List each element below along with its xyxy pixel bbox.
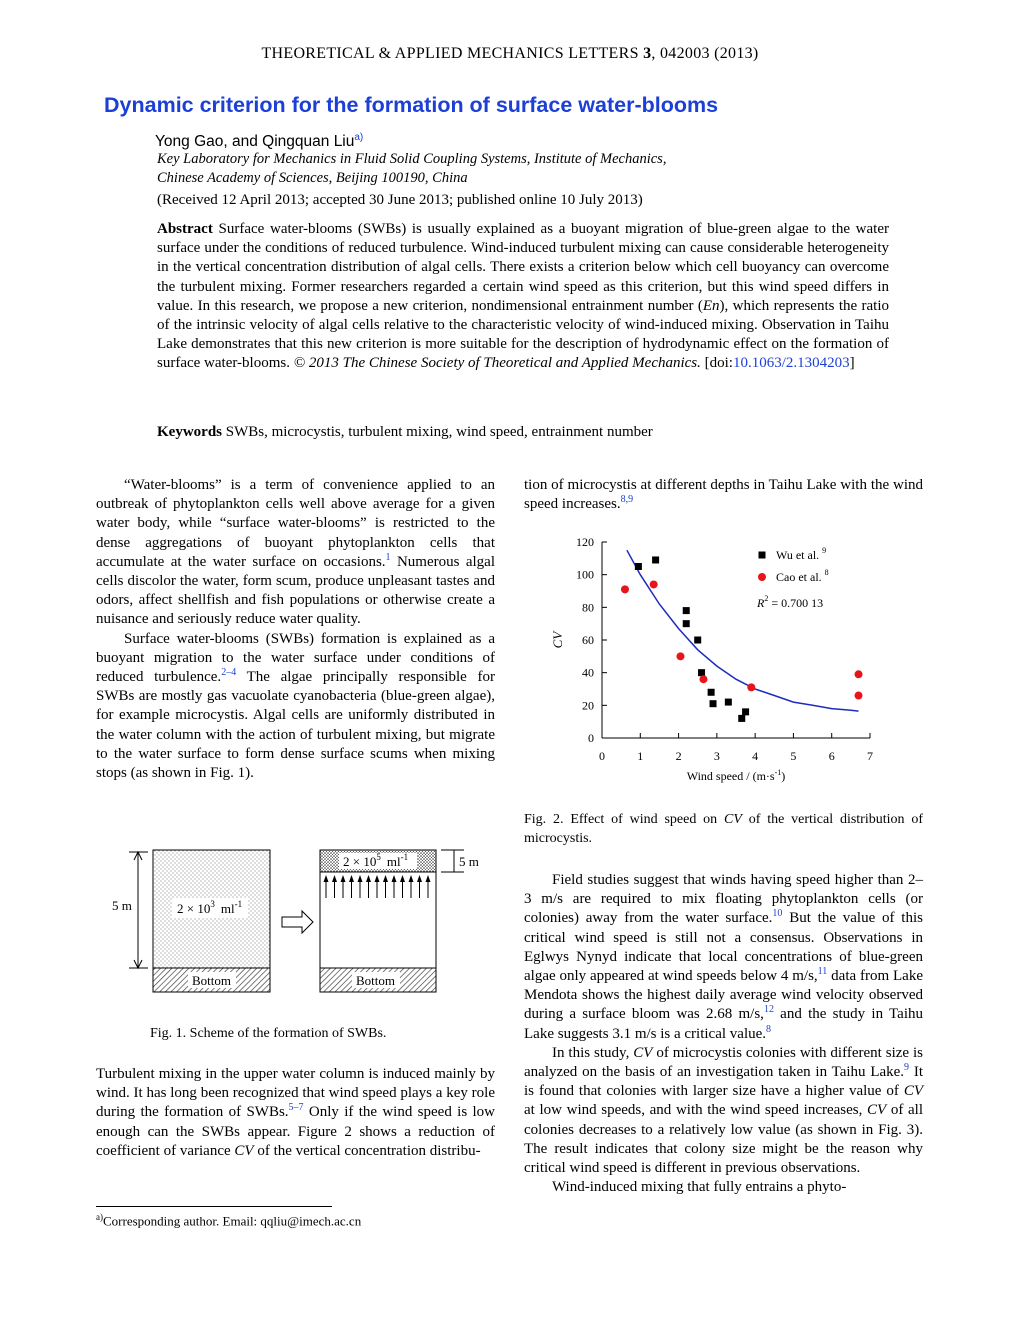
- left-column-continued: [96, 1065, 495, 1161]
- y-tick-label: 20: [582, 698, 594, 713]
- footnote: $^{a)}$Corresponding author. Email: qqliu@imech.ac.cn: [96, 1212, 362, 1229]
- data-point-circle: [747, 683, 755, 691]
- data-point-circle: [676, 652, 684, 660]
- data-point-circle: [855, 670, 863, 678]
- paragraph: “Water-blooms” is a term of convenience applied to an outbreak of phytoplankton cells well above average for a given water body, while “surface water-blooms” is restricted to the dense aggregations of buoyant phytoplankton cells that accumulate at the water surface on occasions.$^1$ Numerous algal cells discolor the water, form scum, produce unpleasant tastes and odors, affect shellfish and fish populations or otherwise create a nuisance and seriously reduce water quality.: [96, 477, 495, 628]
- legend-entry: Cao et al. $^8$: [776, 568, 829, 584]
- figure-1-caption: Fig. 1. Scheme of the formation of SWBs.: [150, 1026, 387, 1041]
- x-tick-label: 0: [599, 749, 605, 763]
- citation-link[interactable]: 11: [817, 966, 828, 978]
- author-list: Yong Gao, and Qingquan Liu$^{a)}$: [155, 132, 364, 151]
- bottom-label-right: Bottom: [356, 973, 396, 988]
- r-squared-label: $R^2 = 0.700$ 13: [757, 594, 824, 610]
- legend-marker-circle: [758, 573, 766, 581]
- citation-link[interactable]: 8: [766, 1023, 772, 1035]
- paragraph: In this study, CV of microcystis colonies with different size is analyzed on the basis of an investigation taken in Taihu Lake.$^9$ It is found that colonies with larger size have a higher value of CV at low wind speeds, and with the wind speed increases, CV of all colonies decreases to a relatively low value (as shown in Fig. 3). The result indicates that colony size might be the reason why critical wind speed is different in previous observations.: [524, 1044, 923, 1177]
- citation-link[interactable]: 9: [904, 1062, 910, 1074]
- x-tick-label: 3: [713, 749, 720, 763]
- data-point-square: [694, 637, 701, 644]
- y-tick-label: 60: [582, 633, 594, 647]
- doi-link[interactable]: 10.1063/2.1304203: [732, 355, 850, 372]
- figure-2-caption: Fig. 2. Effect of wind speed on CV of the vertical distribution of microcystis.: [524, 812, 923, 846]
- citation-link[interactable]: 8,9: [620, 494, 634, 506]
- affiliation-line-2: Chinese Academy of Sciences, Beijing 100190, China: [157, 170, 468, 186]
- citation-link[interactable]: 12: [763, 1004, 774, 1016]
- x-tick-label: 5: [790, 749, 797, 763]
- paragraph: Wind-induced mixing that fully entrains a phyto-: [552, 1179, 847, 1196]
- x-tick-label: 7: [867, 749, 873, 763]
- data-point-circle: [855, 692, 863, 700]
- data-point-square: [698, 669, 705, 676]
- y-tick-label: 100: [576, 567, 594, 582]
- left-depth-label: 5 m: [112, 898, 132, 913]
- citation-link[interactable]: 2–4: [221, 667, 237, 679]
- bottom-label-left: Bottom: [192, 973, 232, 988]
- legend-entry: Wu et al. $^9$: [776, 546, 827, 562]
- x-tick-label: 4: [752, 749, 759, 763]
- y-tick-label: 80: [582, 600, 594, 615]
- left-column-intro: [96, 476, 495, 783]
- paragraph: Turbulent mixing in the upper water column is induced mainly by wind. It has long been recognized that wind speed plays a key role during the formation of SWBs.$^{5-7}$ Only if the wind speed is low enough can the SWBs appear. Figure 2 shows a reduction of coefficient of variance CV of the vertical concentration distribu-: [96, 1066, 495, 1159]
- author-footnote-mark: a): [354, 132, 364, 143]
- journal-article: , 042003 (2013): [651, 45, 759, 62]
- data-point-square: [683, 607, 690, 614]
- data-point-square: [725, 699, 732, 706]
- right-column-intro: [524, 476, 923, 514]
- citation-link[interactable]: 1: [385, 551, 391, 563]
- keywords: Keywords SWBs, microcystis, turbulent mixing, wind speed, entrainment number: [157, 424, 653, 440]
- y-tick-label: 120: [576, 535, 594, 549]
- data-point-square: [635, 563, 642, 570]
- x-tick-label: 6: [828, 749, 835, 763]
- y-axis-label: CV: [550, 631, 565, 649]
- paper-title: Dynamic criterion for the formation of surface water-blooms: [104, 93, 719, 117]
- x-tick-label: 2: [675, 749, 682, 763]
- data-point-square: [710, 700, 717, 707]
- paragraph: tion of microcystis at different depths in Taihu Lake with the wind speed increases.$^{8,9}$: [524, 477, 923, 513]
- right-concentration-label: $2 \times 10^5$ $ml^{-1}$: [343, 852, 409, 869]
- data-point-square: [652, 556, 659, 563]
- journal-volume: 3: [643, 45, 652, 62]
- abstract: Abstract Surface water-blooms (SWBs) is usually explained as a buoyant migration of blue-green algae to the water surface under the conditions of reduced turbulence. Wind-induced turbulent mixing can cause considerable heterogeneity in the vertical concentration distribution of algal cells. There exists a criterion below which cell buoyancy can overcome the turbulent mixing. Former researchers regarded a certain wind speed as this criterion, but this wind speed differs in value. In this research, we propose a new criterion, nondimensional entrainment number (En), which represents the ratio of the intrinsic velocity of algal cells relative to the characteristic velocity of wind-induced mixing. Observation in Taihu Lake demonstrates that this new criterion is more suitable for the description of hydrodynamic effect on the formation of surface water-blooms. © 2013 The Chinese Society of Theoretical and Applied Mechanics. [doi:10.1063/2.1304203]: [157, 221, 889, 372]
- abstract-label: Abstract: [157, 221, 213, 237]
- y-tick-label: 40: [582, 665, 594, 680]
- paragraph: Field studies suggest that winds having speed higher than 2–3 m/s are required to mix floating phytoplankton cells (or colonies) away from the water surface.$^{10}$ But the value of this critical wind speed is still not a consensus. Observations in Eglwys Nynyd indicate that local concentrations of blue-green algae only appeared at wind speeds below 4 m/s,$^{11}$ data from Lake Mendota shows the highest daily average wind velocity observed during a surface bloom was 2.68 m/s,$^{12}$ and the study in Taihu Lake suggests 3.1 m/s is a critical value.$^8$: [524, 872, 923, 1042]
- left-concentration-label: $2 \times 10^3$ $ml^{-1}$: [177, 899, 243, 916]
- figure-2-chart: [540, 528, 900, 788]
- right-depth-label: 5 m: [459, 854, 479, 869]
- legend-marker-square: [759, 552, 766, 559]
- data-point-square: [708, 689, 715, 696]
- affiliation-line-1: Key Laboratory for Mechanics in Fluid Solid Coupling Systems, Institute of Mechanics,: [157, 151, 667, 167]
- data-point-square: [738, 715, 745, 722]
- received-dates: (Received 12 April 2013; accepted 30 June 2013; published online 10 July 2013): [157, 192, 643, 208]
- x-axis-label: Wind speed / $(m\cdot s^{-1})$: [686, 768, 786, 783]
- copyright-notice: © 2013 The Chinese Society of Theoretical and Applied Mechanics.: [293, 355, 701, 372]
- right-column-continued: [524, 871, 923, 1197]
- footnote-rule: [96, 1206, 332, 1207]
- y-tick-label: 0: [588, 731, 594, 745]
- paragraph: Surface water-blooms (SWBs) formation is explained as a buoyant migration to the water surface under conditions of reduced turbulence.$^{2-4}$ The algae principally responsible for SWBs are mostly gas vacuolate cyanobacteria (blue-green algae), for example microcystis. Algal cells are uniformly distributed in the water column with the action of turbulent mixing, but migrate to the water surface to form dense surface scums when mixing stops (as shown in Fig. 1).: [96, 630, 495, 782]
- figure-1-scheme: [96, 840, 496, 1005]
- data-point-circle: [621, 585, 629, 593]
- data-point-square: [683, 620, 690, 627]
- journal-header: THEORETICAL & APPLIED MECHANICS LETTERS 3, 042003 (2013): [261, 45, 759, 62]
- x-tick-label: 1: [637, 749, 644, 763]
- data-point-square: [742, 708, 749, 715]
- data-point-circle: [699, 675, 707, 683]
- data-point-circle: [650, 580, 658, 588]
- citation-link[interactable]: 10: [772, 908, 783, 920]
- citation-link[interactable]: 5–7: [288, 1102, 304, 1114]
- transition-arrow-icon: [282, 911, 313, 933]
